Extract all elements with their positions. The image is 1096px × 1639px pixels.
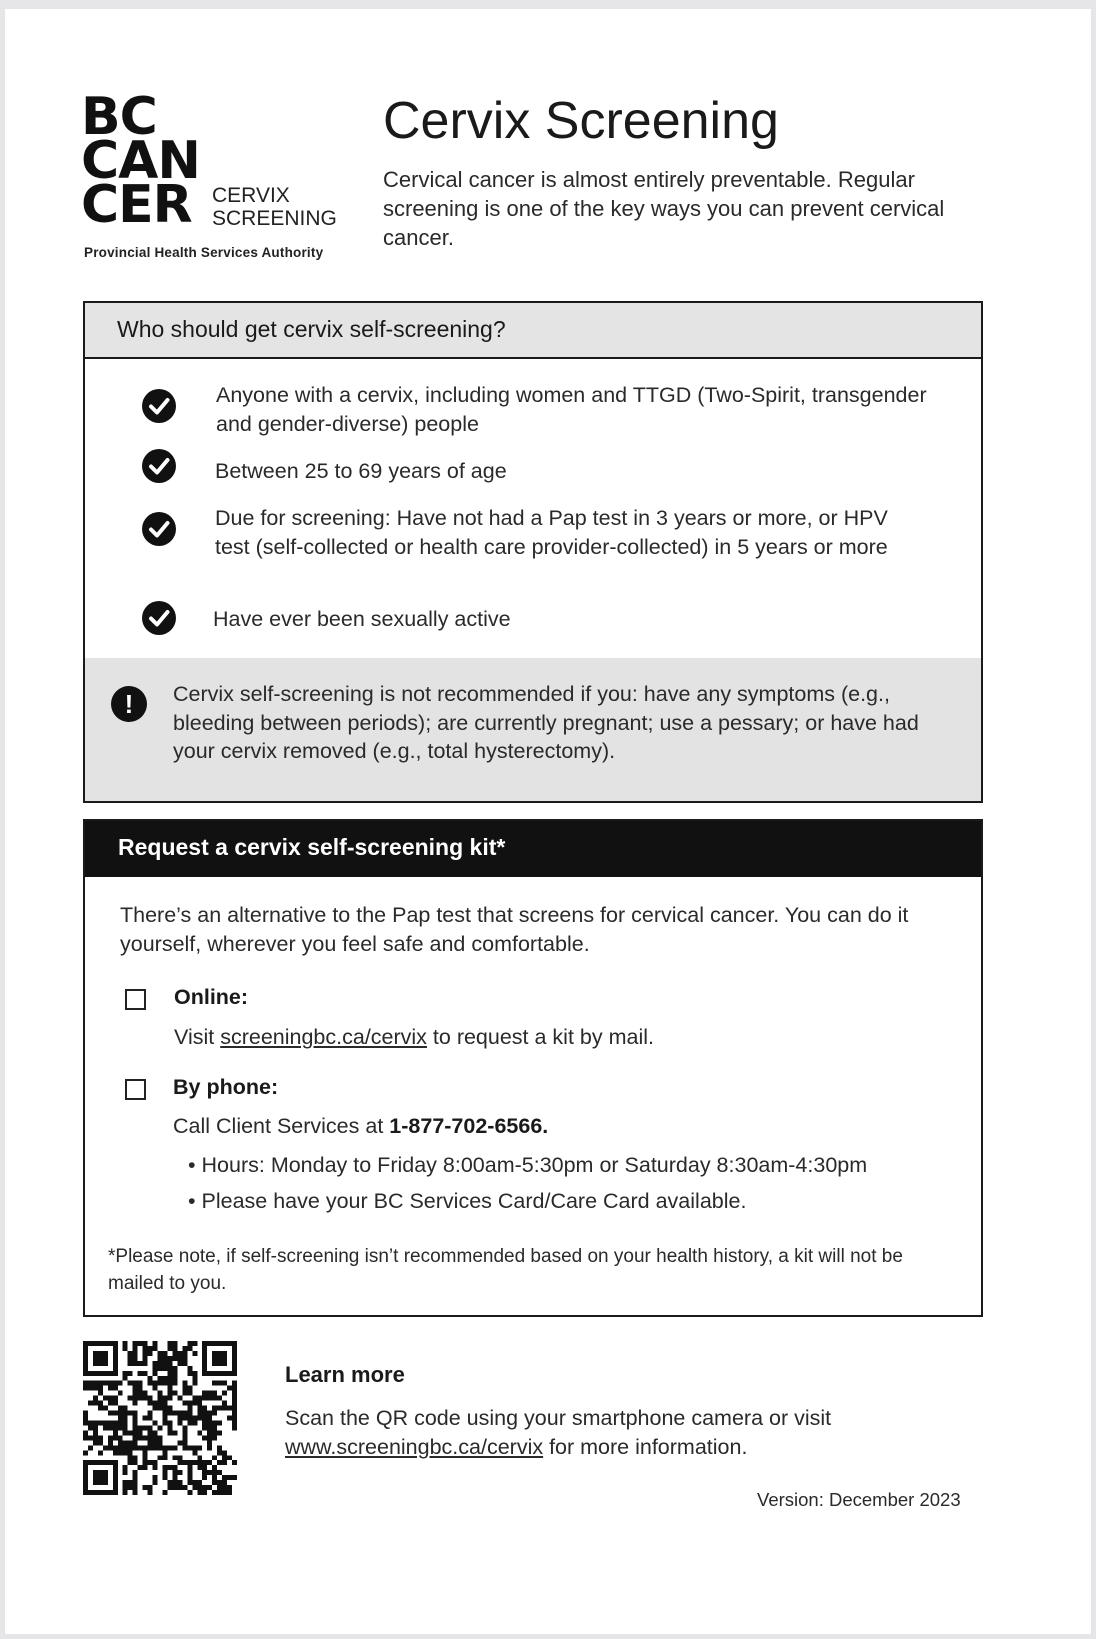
- learn-more-prefix: Scan the QR code using your smartphone camera or visit: [285, 1406, 832, 1430]
- warning-text: Cervix self-screening is not recommended if you: have any symptoms (e.g., bleeding between periods); are currently pregnant; use a pessary; or have had your cervix removed (e.g., total hysterectomy).: [173, 682, 919, 763]
- qr-code: [83, 1341, 237, 1495]
- online-instructions: [174, 1023, 654, 1052]
- exclamation-icon: !: [111, 686, 147, 722]
- logo-line-3: CER: [81, 175, 192, 235]
- learn-more-heading: Learn more: [285, 1362, 405, 1387]
- warning-panel: [85, 658, 981, 801]
- bc-cancer-logo: [81, 87, 201, 235]
- eligibility-header: [85, 303, 981, 359]
- card-bullet: • Please have your BC Services Card/Care Card available.: [188, 1189, 747, 1213]
- version-label: Version: December 2023: [757, 1489, 961, 1510]
- learn-more-suffix: for more information.: [543, 1435, 748, 1459]
- logo-program-name: [212, 184, 337, 230]
- criterion-item: Due for screening: Have not had a Pap test in 3 years or more, or HPV test (self-collected or health care provider-collected) in 5 years or more: [215, 506, 888, 559]
- learn-more-link[interactable]: www.screeningbc.ca/cervix: [285, 1435, 544, 1459]
- eligibility-box: [83, 301, 983, 803]
- phone-number[interactable]: 1-877-702-6566.: [389, 1114, 549, 1138]
- check-icon: [142, 449, 176, 483]
- request-intro: There’s an alternative to the Pap test that screens for cervical cancer. You can do it yourself, wherever you feel safe and comfortable.: [120, 903, 909, 956]
- phone-label: By phone:: [173, 1075, 279, 1099]
- hours-text: Hours: Monday to Friday 8:00am-5:30pm or Saturday 8:30am-4:30pm: [201, 1153, 868, 1177]
- page: [5, 9, 1091, 1634]
- phone-prefix: Call Client Services at: [173, 1114, 390, 1138]
- online-checkbox[interactable]: [125, 989, 146, 1010]
- footnote: *Please note, if self-screening isn’t recommended based on your health history, a kit will not be mailed to you.: [108, 1246, 903, 1294]
- online-suffix: to request a kit by mail.: [426, 1025, 654, 1049]
- logo-line-2: CAN: [81, 131, 200, 191]
- request-kit-box: [83, 819, 983, 1317]
- hours-bullet: • Hours: Monday to Friday 8:00am-5:30pm or Saturday 8:30am-4:30pm: [188, 1153, 868, 1177]
- online-label: Online:: [174, 985, 249, 1009]
- check-icon: [142, 389, 176, 423]
- online-link[interactable]: screeningbc.ca/cervix: [220, 1025, 427, 1049]
- criterion-item: Have ever been sexually active: [213, 607, 511, 631]
- intro-text: Cervical cancer is almost entirely preventable. Regular screening is one of the key ways you can prevent cervical cancer.: [383, 167, 945, 250]
- phone-checkbox[interactable]: [125, 1079, 146, 1100]
- eligibility-heading: Who should get cervix self-screening?: [117, 316, 506, 342]
- logo-authority: Provincial Health Services Authority: [84, 245, 324, 260]
- request-kit-header: [85, 821, 981, 877]
- request-kit-heading: Request a cervix self-screening kit*: [118, 834, 506, 860]
- learn-more-text: [285, 1404, 985, 1462]
- card-text: Please have your BC Services Card/Care Card available.: [201, 1189, 747, 1213]
- logo-sub-line-2: SCREENING: [212, 207, 337, 230]
- criterion-item: Between 25 to 69 years of age: [215, 459, 507, 483]
- criterion-item: Anyone with a cervix, including women and TTGD (Two-Spirit, transgender and gender-diverse) people: [216, 383, 927, 436]
- check-icon: [142, 601, 176, 635]
- phone-instructions: [173, 1112, 548, 1141]
- online-prefix: Visit: [174, 1025, 221, 1049]
- check-icon: [142, 512, 176, 546]
- logo-sub-line-1: CERVIX: [212, 184, 290, 207]
- logo-line-1: BC: [81, 87, 157, 147]
- page-title: Cervix Screening: [383, 92, 779, 150]
